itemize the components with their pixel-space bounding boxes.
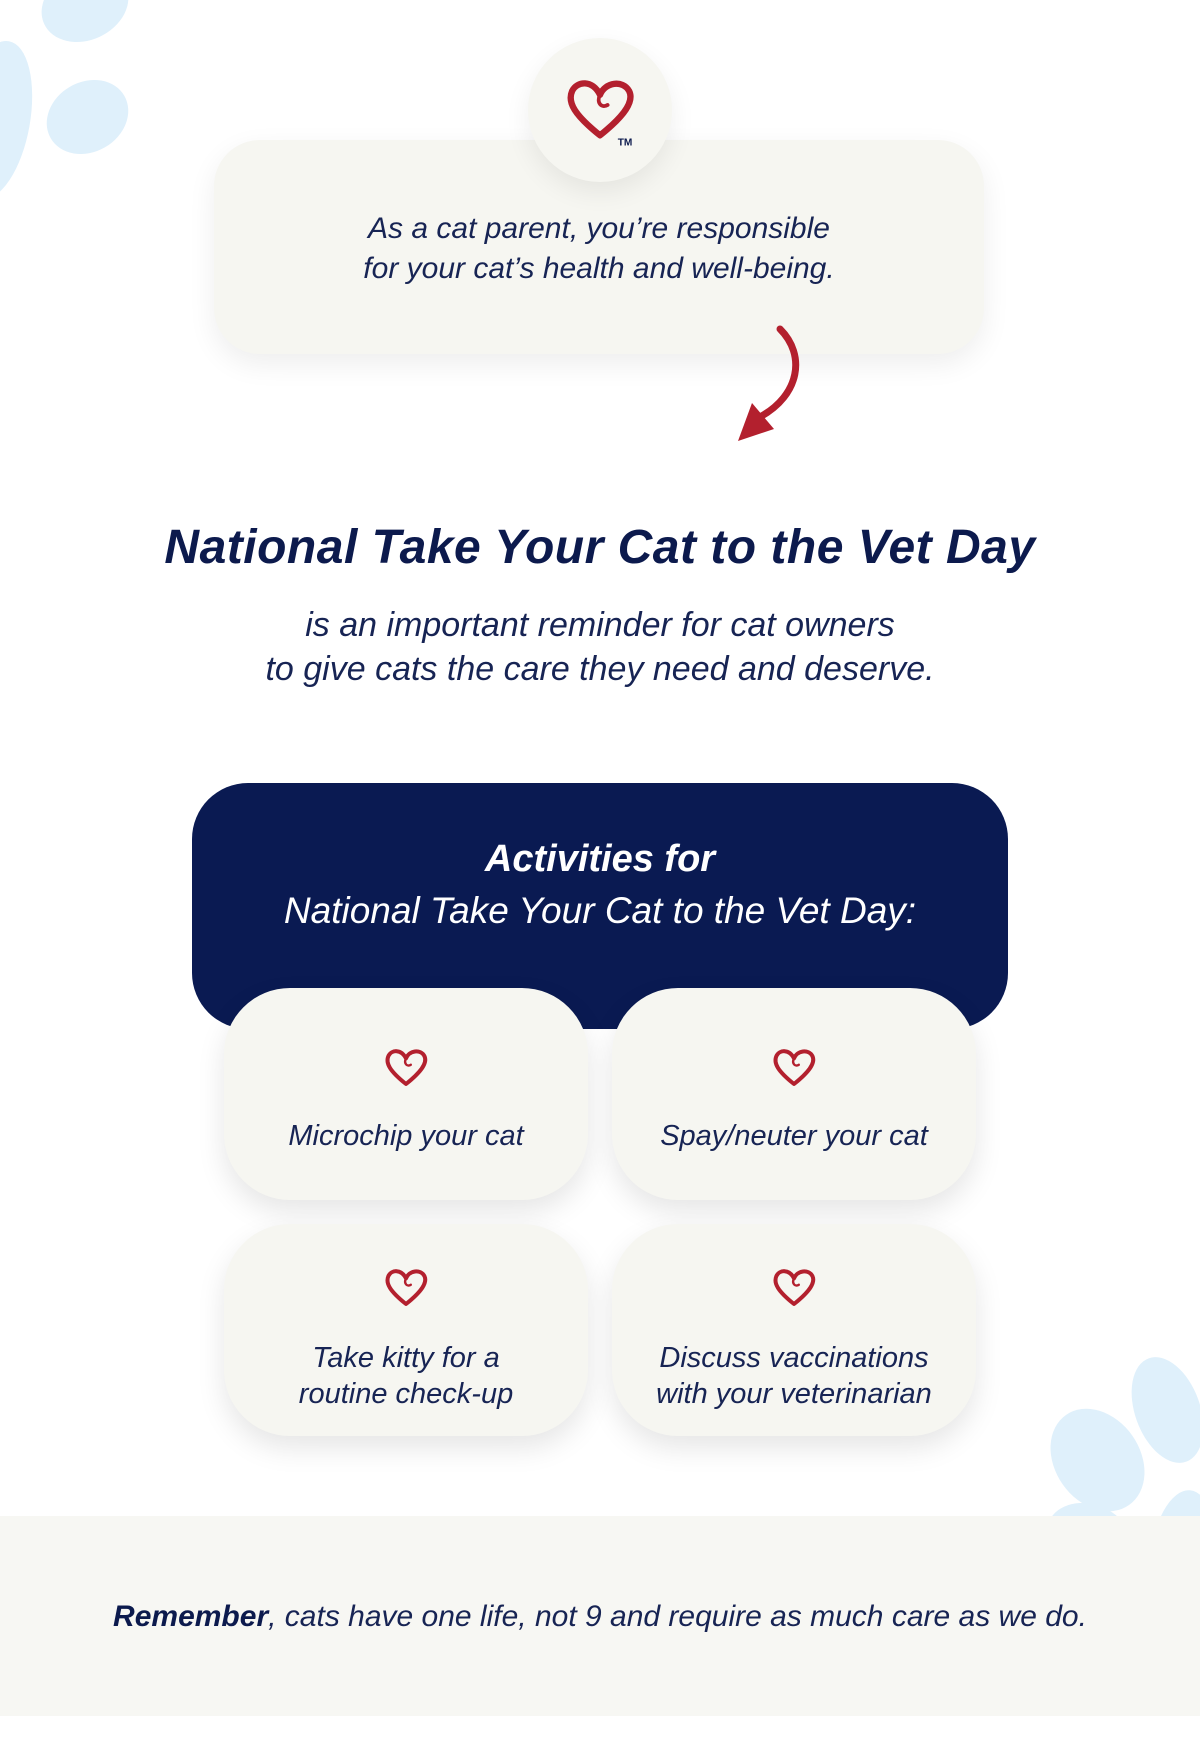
activity-card-check-up <box>224 1224 588 1436</box>
bottom-strip <box>0 1716 1200 1752</box>
heart-logo-icon <box>382 1264 430 1312</box>
trademark-mark: TM <box>617 137 633 148</box>
heart-logo-icon <box>770 1264 818 1312</box>
activity-card-vaccinations <box>612 1224 976 1436</box>
footer-reminder-text: , cats have one life, not 9 and require as much care as we do. <box>268 1600 1087 1633</box>
paw-print-decoration <box>0 35 43 205</box>
subheadline-line: to give cats the care they need and deserve. <box>265 650 935 688</box>
heart-logo-icon <box>562 72 638 148</box>
paw-print-decoration <box>33 65 142 168</box>
activities-title: Activities for <box>484 838 716 880</box>
page-title: National Take Your Cat to the Vet Day <box>164 521 1036 574</box>
logo-badge <box>528 38 672 182</box>
footer-reminder-bold: Remember <box>113 1600 269 1633</box>
activity-label: Microchip your cat <box>288 1120 524 1152</box>
activity-label: routine check-up <box>298 1378 514 1410</box>
activity-label: Discuss vaccinations <box>659 1342 929 1374</box>
activities-subtitle: National Take Your Cat to the Vet Day: <box>283 890 917 931</box>
footer-reminder <box>0 1600 1200 1634</box>
subheadline-line: is an important reminder for cat owners <box>305 606 895 644</box>
heart-logo-icon <box>382 1044 430 1092</box>
subheadline <box>0 603 1200 691</box>
heart-logo-icon <box>770 1044 818 1092</box>
activity-card-microchip <box>224 988 588 1200</box>
activity-label: with your veterinarian <box>656 1378 932 1410</box>
curved-arrow-icon <box>730 325 820 445</box>
intro-line: for your cat’s health and well-being. <box>363 252 835 285</box>
activity-label: Take kitty for a <box>312 1342 500 1374</box>
intro-text <box>214 209 984 289</box>
paw-print-decoration <box>29 0 140 56</box>
intro-line: As a cat parent, you’re responsible <box>368 212 830 245</box>
activity-label: Spay/neuter your cat <box>660 1120 928 1152</box>
activity-card-spay-neuter <box>612 988 976 1200</box>
